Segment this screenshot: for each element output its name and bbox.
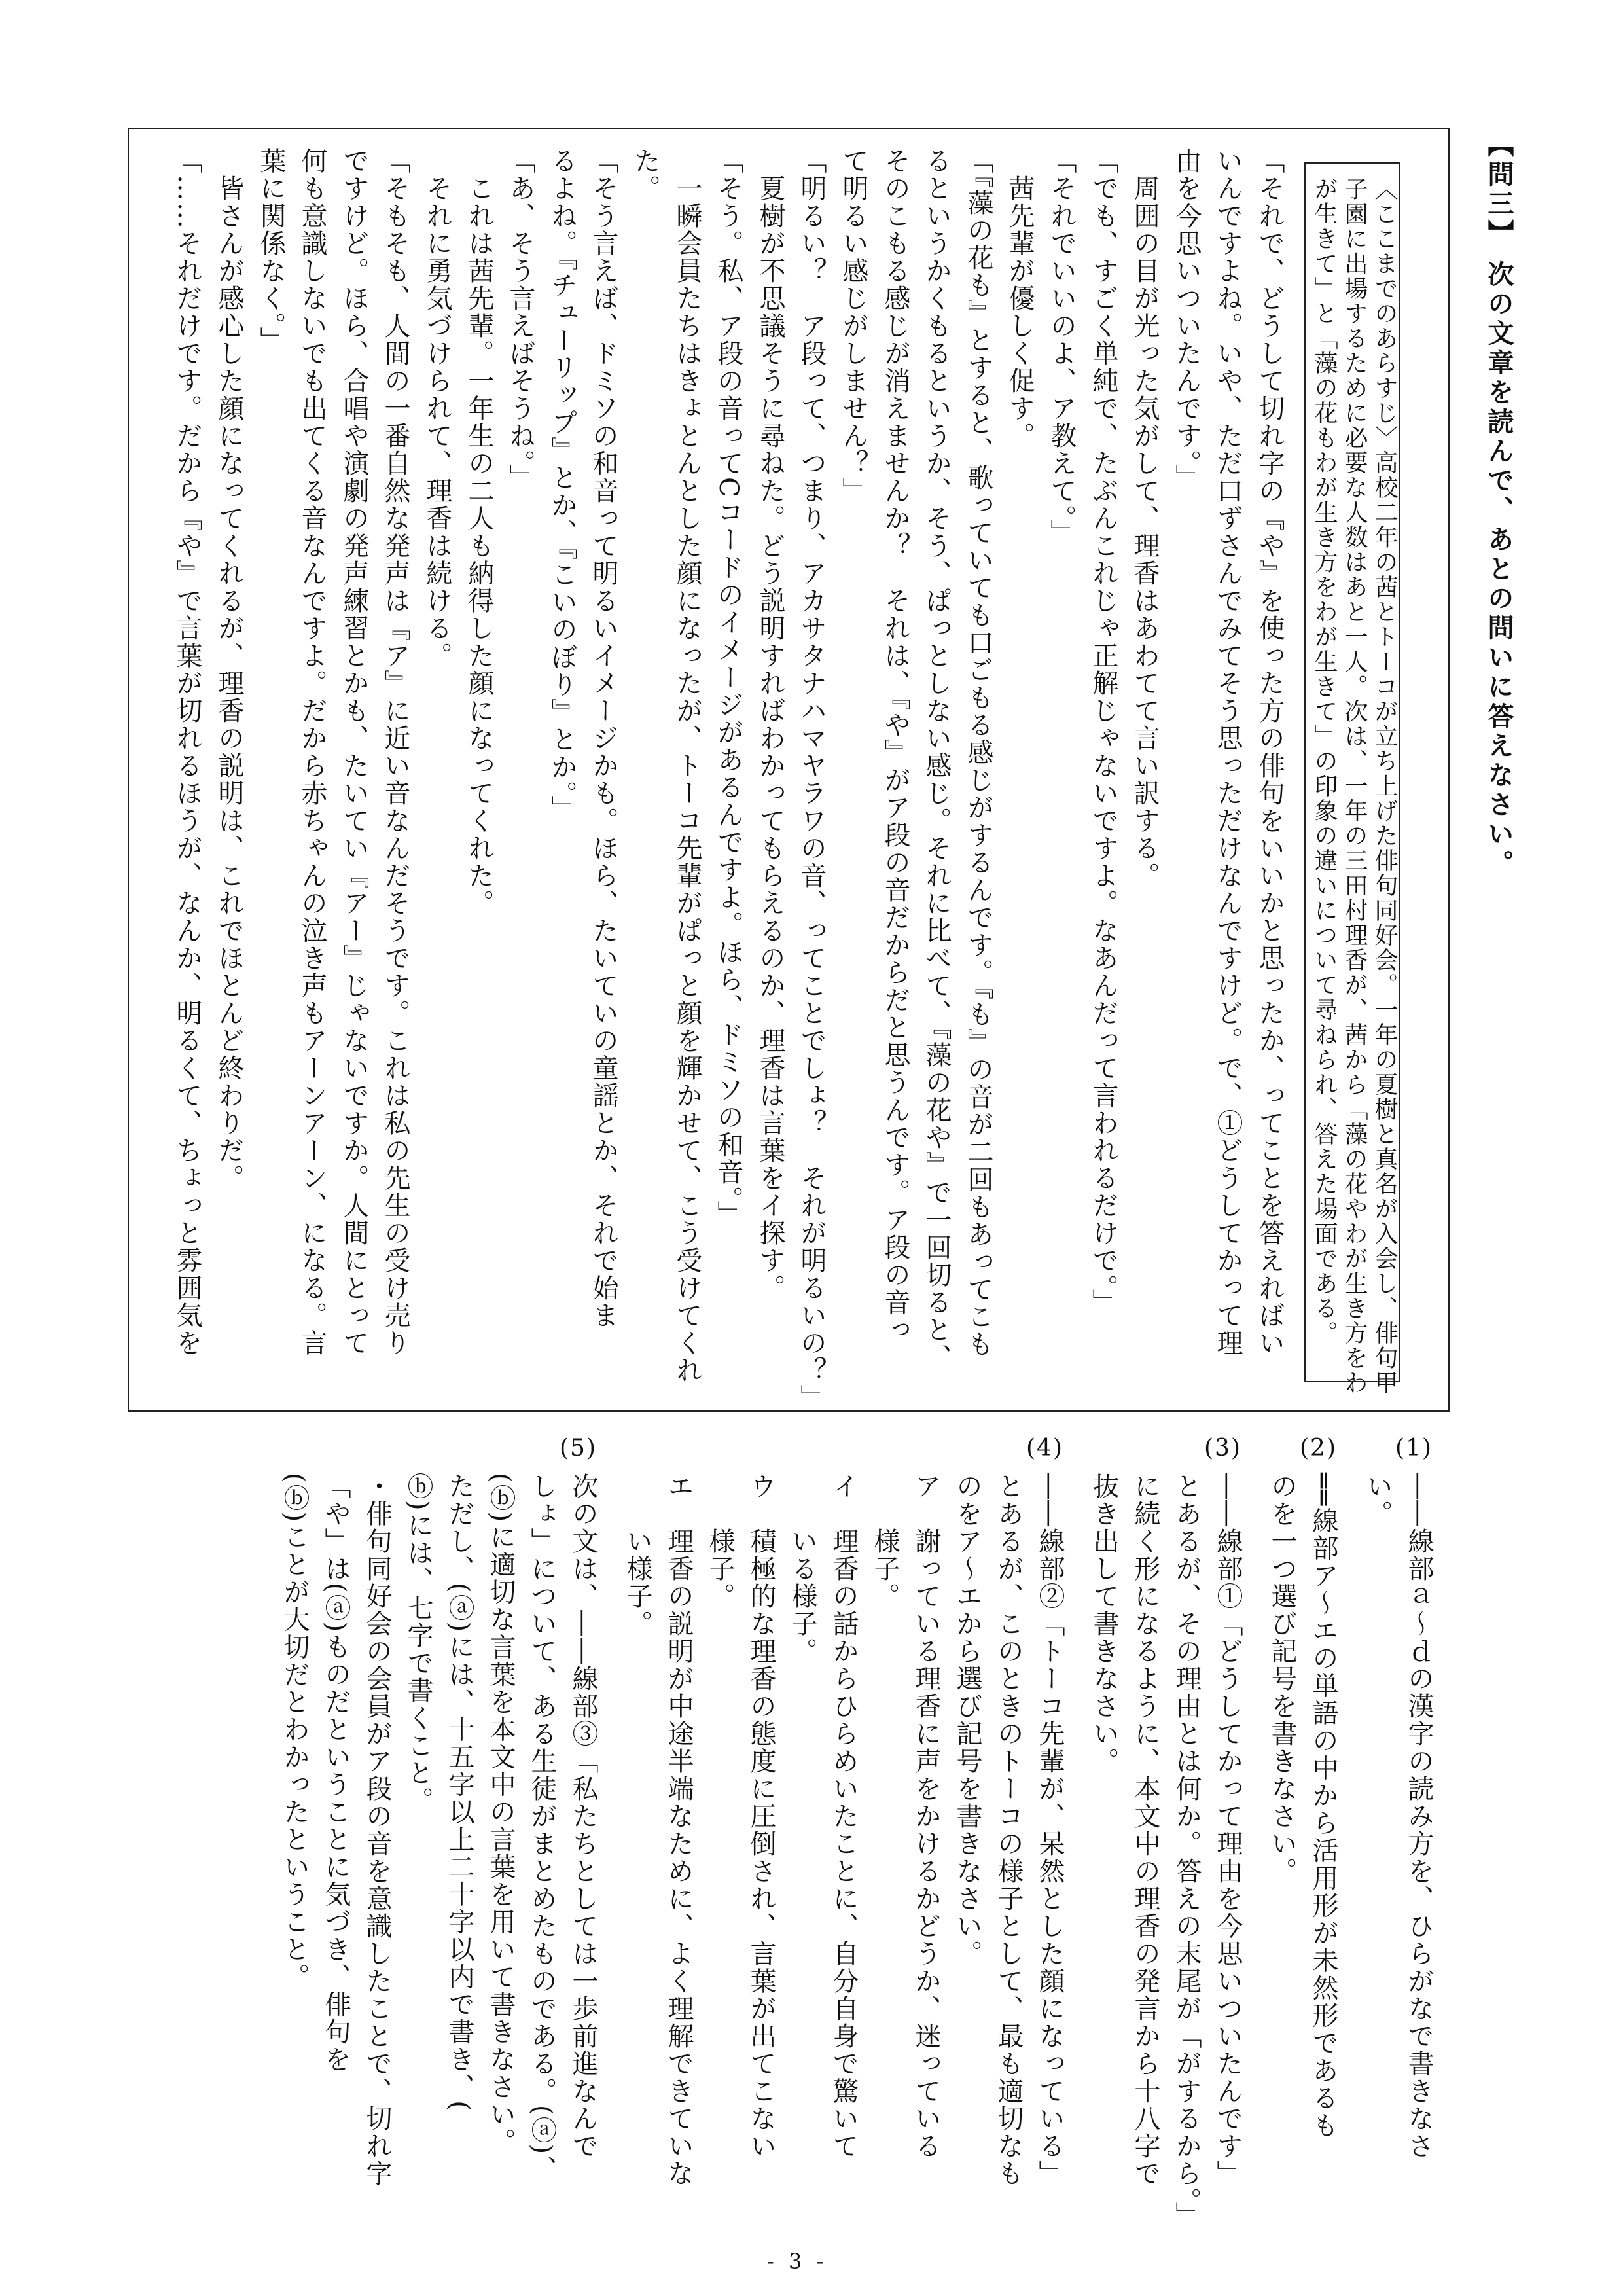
passage-line: これは茜先輩。一年生の二人も納得した顔になってくれた。 — [464, 147, 494, 917]
passage-line: 由を今思いついたんです。」 — [1171, 147, 1202, 492]
question-line: いる様子。 — [787, 1473, 817, 1665]
question-line: ⓑ)には、七字で書くこと。 — [403, 1473, 433, 1814]
question-line: い。 — [1363, 1473, 1393, 1528]
passage-line: そのこもる感じが消えませんか？ それは、『や』がア段の音だからだと思うんです。ア段の音っ — [880, 147, 910, 1344]
question-instruction: 次の文章を読んで、あとの問いに答えなさい。 — [1484, 260, 1514, 879]
question-line: 様子。 — [705, 1473, 735, 1610]
question-line: とあるが、その理由とは何か。答えの末尾が「がするから。」 — [1171, 1473, 1202, 2229]
passage-line: 「あ、そう言えばそうね。」 — [505, 147, 535, 492]
question-number: (5) — [560, 1435, 597, 1462]
passage-line: るというかくもるというか、そう、ぱっとしない感じ。それに比べて、『藻の花や』で一回切ると、 — [921, 147, 952, 1371]
question-line: 様子。 — [870, 1473, 900, 1610]
passage-line: 夏樹が不思議そうに尋ねた。どう説明すればわかってもらえるのか、理香は言葉をイ探す。 — [755, 147, 785, 1302]
question-line: のをア～エから選び記号を書きなさい。 — [952, 1473, 982, 1967]
question-number: (2) — [1300, 1435, 1337, 1462]
question-line: ウ 積極的な理香の態度に圧倒され、言葉が出てこない — [746, 1473, 776, 2160]
passage-line: いんですよね。いや、ただ口ずさんでみてそう思っただけなんですけど。で、①どうしてかって理 — [1213, 147, 1243, 1357]
question-line: ・俳句同好会の会員がア段の音を意識したことで、切れ字 — [362, 1473, 392, 2187]
passage-line: 何も意識しないでも出てくる音なんですよ。だから赤ちゃんの泣き声もアーンアーン、になる。言 — [297, 147, 327, 1357]
question-line: エ 理香の説明が中途半端なために、よく理解できていな — [664, 1473, 694, 2187]
question-line: 抜き出して書きなさい。 — [1089, 1473, 1119, 1775]
question-line: のを一つ選び記号を書きなさい。 — [1267, 1473, 1297, 1885]
passage-line: 「『藻の花も』とすると、歌っていても口ごもる感じがするんです。『も』の音が二回もあってこも — [963, 147, 993, 1358]
passage-line: ですけど。ほら、合唱や演劇の発声練習とかも、たいてい『アー』じゃないですか。人間にとって — [339, 147, 369, 1357]
question-line: ══線部ア～エの単語の中から活用形が未然形であるも — [1308, 1473, 1338, 2140]
question-line: イ 理香の話からひらめいたことに、自分自身で驚いて — [829, 1473, 859, 2160]
synopsis-line: 子園に出場するために必要な人数はあと一人。次は、一年の三田村理香が、茜から「藻の花やわが生き方をわ — [1341, 177, 1368, 1395]
passage-line: 一瞬会員たちはきょとんとした顔になったが、トーコ先輩がぱっと顔を輝かせて、こう受けてくれ — [672, 147, 702, 1384]
passage-line: 「そもそも、人間の一番自然な発声は『ア』に近い音なんだそうです。これは私の先生の受け売り — [380, 147, 410, 1357]
question-line: ――線部ａ～ｄの漢字の読み方を、ひらがなで書きなさ — [1404, 1473, 1434, 2160]
question-number: (1) — [1395, 1435, 1433, 1462]
question-line: ――線部①「どうしてかって理由を今思いついたんです」 — [1213, 1473, 1243, 2187]
passage-line: た。 — [630, 147, 660, 202]
passage-line: 葉に関係なく。」 — [256, 147, 286, 354]
question-line: ア 謝っている理香に声をかけるかどうか、迷っている — [911, 1473, 941, 2160]
question-line: に続く形になるように、本文中の理香の発言から十八字で — [1130, 1473, 1160, 2187]
page-number: - 3 - — [767, 2249, 828, 2274]
passage-line: 「そう言えば、ドミソの和音って明るいイメージかも。ほら、たいていの童謡とか、それで始ま — [588, 147, 618, 1329]
question-line: (ⓑ)に適切な言葉を本文中の言葉を用いて書きなさい。 — [486, 1473, 516, 2156]
question-line: い様子。 — [622, 1473, 652, 1638]
passage-line: 茜先輩が優しく促す。 — [1005, 147, 1035, 450]
question-heading — [1480, 131, 1518, 1374]
passage-line: 「そう。私、ア段の音ってCコードのイメージがあるんですよ。ほら、ドミソの和音。」 — [713, 147, 743, 1228]
question-line: しょ」について、ある生徒がまとめたものである。(ⓐ)、 — [527, 1473, 557, 2183]
question-line: 次の文は、――線部③「私たちとしては一歩前進なんで — [568, 1473, 598, 2160]
passage-line: 周囲の目が光った気がして、理香はあわてて言い訳する。 — [1130, 147, 1160, 889]
question-label: 【問三】 — [1484, 131, 1514, 249]
question-line: ただし、(ⓐ)には、十五字以上二十字以内で書き、( — [444, 1473, 474, 2112]
passage-line: 「明るい？ ア段って、つまり、アカサタナハマヤラワの音、ってことでしょ？ それが明るいの？」 — [796, 147, 827, 1412]
passage-line: て明るい感じがしません？」 — [838, 147, 868, 505]
question-line: (ⓑ)ことが大切だとわかったということ。 — [279, 1473, 310, 1991]
passage-line: 「でも、すごく単純で、たぶんこれじゃ正解じゃないですよ。なあんだって言われるだけで。」 — [1088, 147, 1118, 1316]
synopsis-line: が生きて」と「藻の花もわが生き方をわが生きて」の印象の違いについて尋ねられ、答えた場面である。 — [1311, 177, 1338, 1346]
synopsis-line: 〈ここまでのあらすじ〉高校二年の茜とトーコが立ち上げた俳句同好会。一年の夏樹と真名が入会し、俳句甲 — [1371, 177, 1398, 1395]
question-line: ――線部②「トーコ先輩が、呆然とした顔になっている」 — [1035, 1473, 1065, 2187]
passage-line: それに勇気づけられて、理香は続ける。 — [422, 147, 452, 670]
question-line: とあるが、このときのトーコの様子として、最も適切なも — [993, 1473, 1024, 2187]
question-number: (3) — [1204, 1435, 1241, 1462]
passage-line: 「それで、どうして切れ字の『や』を使った方の俳句をいいかと思ったか、ってことを答えればい — [1255, 147, 1285, 1357]
question-number: (4) — [1026, 1435, 1063, 1462]
passage-line: るよね。『チューリップ』とか、『こいのぼり』とか。」 — [547, 147, 577, 823]
passage-line: 「それでいいのよ、ア教えて。」 — [1046, 147, 1077, 547]
passage-line: 皆さんが感心した顔になってくれるが、理香の説明は、これでほとんど終わりだ。 — [214, 147, 244, 1192]
question-line: 「や」は(ⓐ)ものだということに気づき、俳句を — [321, 1473, 351, 2073]
passage-line: 「……それだけです。だから『や』で言葉が切れるほうが、なんか、明るくて、ちょっと雰囲気を — [172, 147, 202, 1357]
